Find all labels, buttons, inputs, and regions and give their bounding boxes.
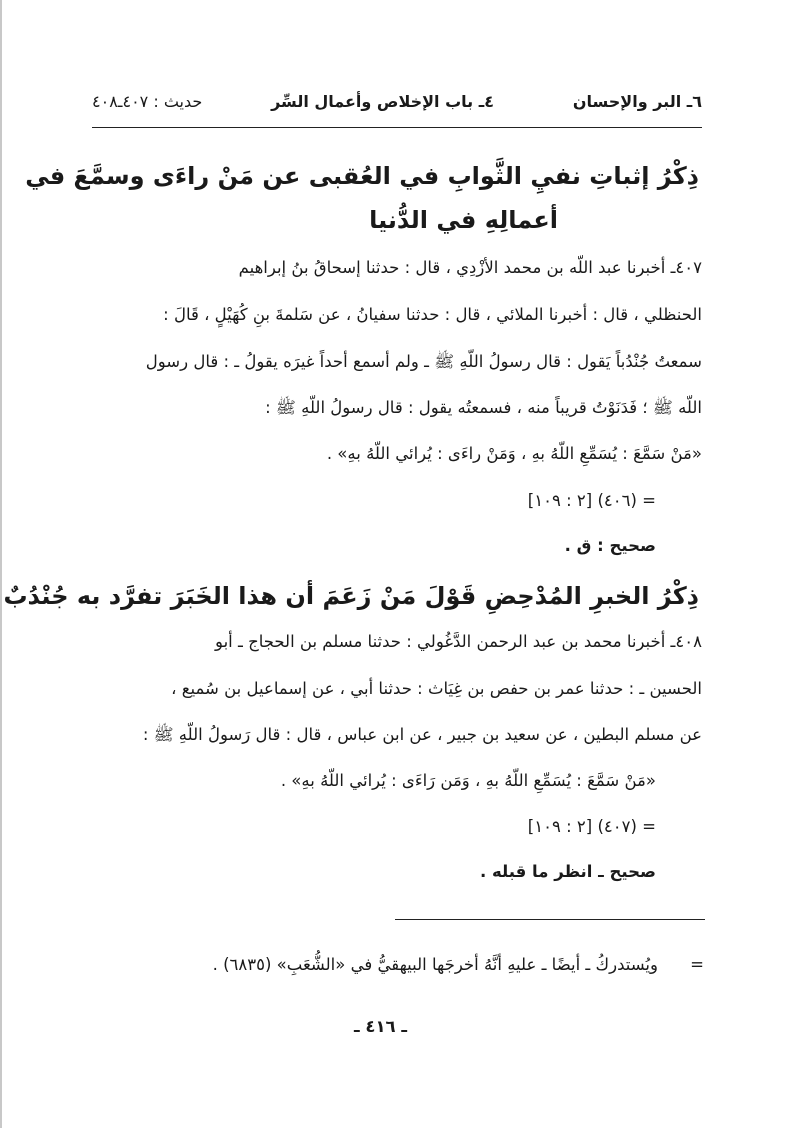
page-edge <box>0 0 2 1128</box>
hadith-407-reference: = (٤٠٦) [٢ : ١٠٩] <box>527 491 656 510</box>
hadith-408-line-2: الحسين ـ : حدثنا عمر بن حفص بن غِيَاث : حدثنا أبي ، عن إسماعيل بن سُميع ، <box>171 679 702 698</box>
hadith-408-grade: صحيح ـ انظر ما قبله . <box>480 862 656 881</box>
hadith-range: حديث : ٤٠٧ـ٤٠٨ <box>92 92 203 111</box>
hadith-408-line-1: ٤٠٨ـ أخبرنا محمد بن عبد الرحمن الدَّغُولي : حدثنا مسلم بن الحجاج ـ أبو <box>215 632 702 651</box>
footnote-rule <box>395 919 705 920</box>
hadith-407-line-1: ٤٠٧ـ أخبرنا عبد اللّه بن محمد الأزْدِي ، قال : حدثنا إسحاقُ بنُ إبراهيم <box>238 258 702 277</box>
heading-1-line-1: ذِكْرُ إثباتِ نفيِ الثَّوابِ في العُقبى عن مَنْ راءَى وسمَّعَ في <box>25 162 699 190</box>
hadith-407-quote: «مَنْ سَمَّعَ : يُسَمِّعِ اللّهُ بهِ ، وَمَنْ راءَى : يُرائي اللّهُ بهِ» . <box>326 444 702 463</box>
running-header <box>92 86 702 126</box>
footnote-marker: = <box>690 955 704 974</box>
section-title: ٤ـ باب الإخلاص وأعمال السِّر <box>271 92 494 111</box>
hadith-408-reference: = (٤٠٧) [٢ : ١٠٩] <box>527 817 656 836</box>
heading-1-line-2: أعمالِهِ في الدُّنيا <box>369 206 558 234</box>
hadith-407-line-4: اللّه ﷺ ؛ فَدَنَوْتُ قريباً منه ، فسمعتُه يقول : قال رسولُ اللّهِ ﷺ : <box>265 398 702 417</box>
chapter-title: ٦ـ البر والإحسان <box>572 92 702 111</box>
hadith-408-quote: «مَنْ سَمَّعَ : يُسَمِّعِ اللّهُ بهِ ، وَمَن رَاءَى : يُرائي اللّهُ بهِ» . <box>280 771 656 790</box>
heading-2: ذِكْرُ الخبرِ المُدْحِضِ قَوْلَ مَنْ زَعَمَ أن هذا الخَبَرَ تفرَّد به جُنْدُبٌ <box>3 582 699 610</box>
hadith-407-grade: صحيح : ق . <box>564 536 656 555</box>
footnote-text: ويُستدركُ ـ أيضًا ـ عليهِ أنَّهُ أخرجَها البيهقيُّ في «الشُّعَبِ» (٦٨٣٥) . <box>212 955 658 974</box>
header-rule <box>92 127 702 128</box>
hadith-407-line-3: سمعتُ جُنْدُباً يَقول : قال رسولُ اللّهِ ﷺ ـ ولم أسمع أحداً غيرَه يقولُ ـ : قال رسول <box>145 352 702 371</box>
hadith-407-line-2: الحنظلي ، قال : أخبرنا الملائي ، قال : حدثنا سفيانُ ، عن سَلمةَ بنِ كُهَيْلٍ ، قَالَ : <box>163 305 702 324</box>
hadith-408-line-3: عن مسلم البطين ، عن سعيد بن جبير ، عن ابن عباس ، قال : قال رَسولُ اللّهِ ﷺ : <box>142 725 702 744</box>
page-number: ـ ٤١٦ ـ <box>354 1017 407 1036</box>
